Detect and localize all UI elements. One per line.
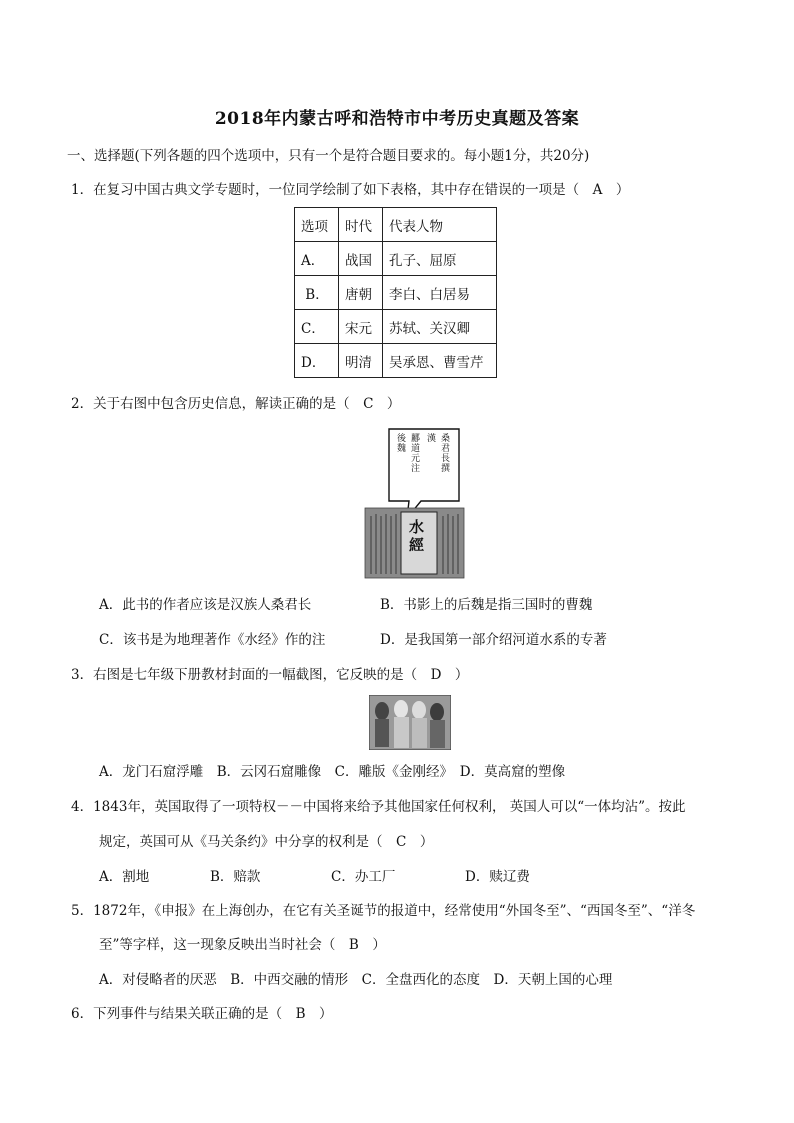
question-2-option-a: A．此书的作者应该是汉族人桑君长 — [99, 597, 312, 613]
question-2-option-c: C．该书是为地理著作《水经》作的注 — [99, 632, 326, 648]
question-5-options: A．对侵略者的厌恶 B．中西交融的情形 C．全盘西化的态度 D．天朝上国的心理 — [99, 972, 613, 988]
figure-caption-li-daoyuan: 酈道元注 — [411, 434, 421, 474]
table-cell: 苏轼、关汉卿 — [383, 310, 497, 344]
table-cell: B． — [295, 276, 339, 310]
table-header-cell: 选项 — [295, 208, 339, 242]
table-cell: 明清 — [339, 344, 383, 378]
table-row — [295, 242, 497, 276]
question-5-line-2: 至”等字样，这一现象反映出当时社会（ B ） — [99, 937, 386, 953]
table-cell: 李白、白居易 — [383, 276, 497, 310]
table-cell: 唐朝 — [339, 276, 383, 310]
mogao-caves-statues-image — [369, 695, 451, 750]
table-row — [295, 310, 497, 344]
table-header-row — [295, 208, 497, 242]
table-header-cell: 时代 — [339, 208, 383, 242]
table-cell: 宋元 — [339, 310, 383, 344]
figure-caption-sang-junzhang: 桑君長撰 — [441, 434, 451, 474]
table-cell: 孔子、屈原 — [383, 242, 497, 276]
section-heading: 一、选择题(下列各题的四个选项中，只有一个是符合题目要求的。每小题1分，共20分) — [67, 148, 590, 164]
question-4-option-d: D．赎辽费 — [465, 869, 530, 885]
book-title-label: 水經 — [409, 518, 425, 554]
shuijingzhu-figure — [363, 428, 466, 580]
question-4-option-b: B．赔款 — [210, 869, 261, 885]
table-cell: D． — [295, 344, 339, 378]
question-2-stem: 2．关于右图中包含历史信息，解读正确的是（ C ） — [71, 396, 401, 412]
question-4-line-1: 4．1843年，英国取得了一项特权－－中国将来给予其他国家任何权利， 英国人可以“一体均沾”。按此 — [71, 799, 686, 815]
question-1-stem: 1．在复习中国古典文学专题时，一位同学绘制了如下表格，其中存在错误的一项是（ A ） — [71, 182, 630, 198]
table-row — [295, 276, 497, 310]
question-6-stem: 6．下列事件与结果关联正确的是（ B ） — [71, 1006, 333, 1022]
table-header-cell: 代表人物 — [383, 208, 497, 242]
question-4-option-c: C．办工厂 — [331, 869, 396, 885]
question-2-option-b: B．书影上的后魏是指三国时的曹魏 — [380, 597, 593, 613]
figure-caption-hou-wei: 後魏 — [397, 434, 407, 454]
table-cell: 战国 — [339, 242, 383, 276]
question-3-options: A．龙门石窟浮雕 B．云冈石窟雕像 C．雕版《金刚经》 D．莫高窟的塑像 — [99, 764, 566, 780]
table-cell: 吴承恩、曹雪芹 — [383, 344, 497, 378]
table-row — [295, 344, 497, 378]
page-title: 2018年内蒙古呼和浩特市中考历史真题及答案 — [214, 109, 580, 129]
question-1-table — [294, 207, 497, 378]
question-5-line-1: 5．1872年，《申报》在上海创办，在它有关圣诞节的报道中，经常使用“外国冬至”、“西国冬至”、“洋冬 — [71, 903, 696, 919]
figure-caption-han: 漢 — [427, 434, 437, 444]
question-4-option-a: A．割地 — [99, 869, 150, 885]
question-3-stem: 3．右图是七年级下册教材封面的一幅截图，它反映的是（ D ） — [71, 667, 469, 683]
table-cell: A． — [295, 242, 339, 276]
table-cell: C． — [295, 310, 339, 344]
question-4-line-2: 规定，英国可从《马关条约》中分享的权利是（ C ） — [99, 834, 434, 850]
question-2-option-d: D．是我国第一部介绍河道水系的专著 — [380, 632, 607, 648]
